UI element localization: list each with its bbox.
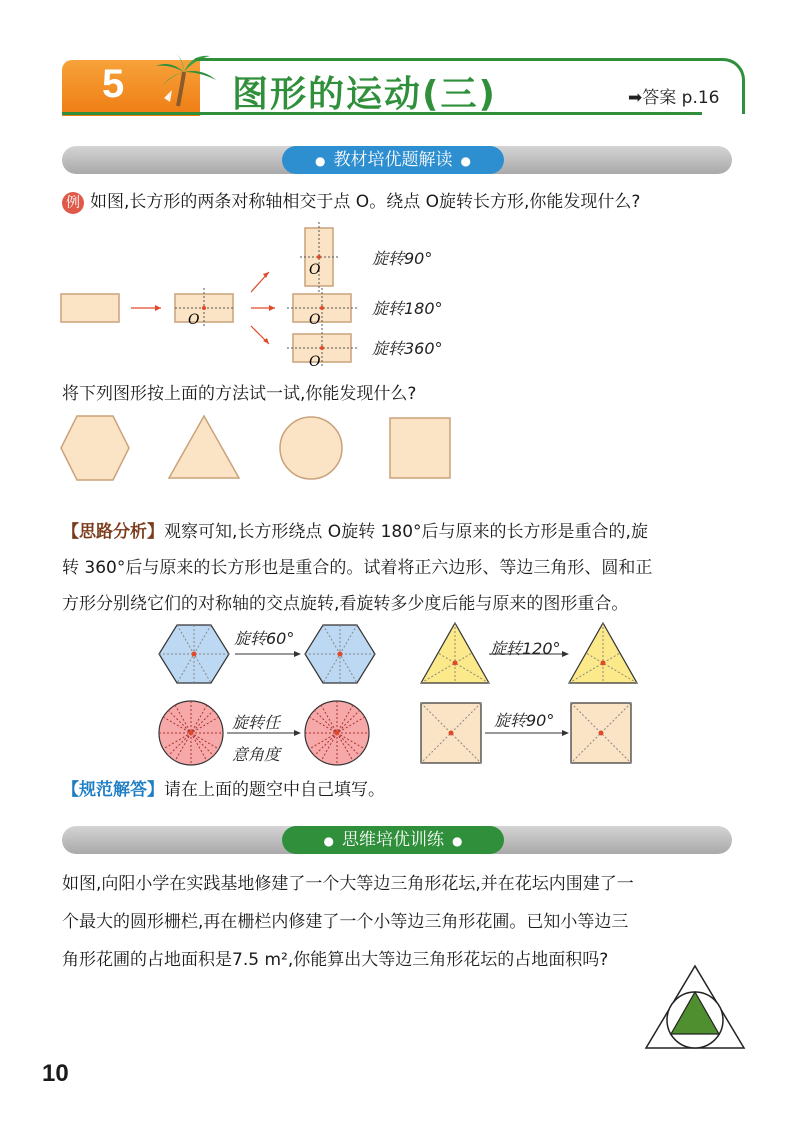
chapter-title: 图形的运动(三): [232, 74, 497, 115]
chapter-number: 5: [102, 62, 125, 106]
rotation-label-90: 旋转90°: [372, 249, 433, 268]
svg-text:O: O: [309, 354, 321, 370]
hexagon-after: [305, 625, 375, 683]
svg-text:O: O: [309, 262, 321, 278]
hexagon-shape: [61, 416, 129, 480]
analysis-tag: 【思路分析】: [62, 522, 164, 542]
circle-rotation-label-line2: 意角度: [232, 745, 281, 764]
example-question: 如图,长方形的两条对称轴相交于点 O。绕点 O旋转长方形,你能发现什么?: [90, 192, 641, 212]
section-title: 教材培优题解读: [333, 150, 453, 170]
analysis-line-3: 方形分别绕它们的对称轴的交点旋转,看旋转多少度后能与原来的图形重合。: [62, 594, 629, 614]
analysis-line-1: 观察可知,长方形绕点 O旋转 180°后与原来的长方形是重合的,旋: [164, 522, 648, 542]
bullet-icon: ●: [315, 154, 326, 168]
square-after: [571, 703, 631, 763]
hexagon-before: [159, 625, 229, 683]
circle-shape: [280, 417, 342, 479]
analysis-line-2: 转 360°后与原来的长方形也是重合的。试着将正六边形、等边三角形、圆和正: [62, 558, 653, 578]
triangle-before: [421, 623, 489, 683]
rectangle-shape: [61, 294, 119, 322]
bullet-icon: ●: [323, 834, 334, 848]
bullet-icon: ●: [460, 154, 471, 168]
circle-rotation-label-line1: 旋转任: [232, 713, 281, 732]
answer-reference: ➡答案 p.16: [628, 88, 720, 108]
square-shape: [390, 418, 450, 478]
hexagon-rotation-label: 旋转60°: [234, 629, 295, 648]
followup-question: 将下列图形按上面的方法试一试,你能发现什么?: [62, 384, 417, 404]
square-rotation-label: 旋转90°: [494, 711, 555, 730]
rotation-symmetry-diagrams: [155, 615, 655, 775]
answer-text: 请在上面的题空中自己填写。: [164, 780, 385, 800]
svg-text:O: O: [309, 312, 321, 328]
triangle-shape: [169, 416, 239, 478]
section-title: 思维培优训练: [342, 830, 444, 850]
square-before: [421, 703, 481, 763]
answer-tag: 【规范解答】: [62, 780, 164, 800]
example-badge: 例: [62, 192, 84, 214]
rotation-label-180: 旋转180°: [372, 299, 443, 318]
section-title-pill-2: [282, 826, 504, 854]
shapes-row: [55, 410, 475, 485]
circle-before: [159, 701, 223, 765]
section-title-pill-1: [282, 146, 504, 174]
page-number: 10: [42, 1060, 69, 1087]
training-line-1: 如图,向阳小学在实践基地修建了一个大等边三角形花坛,并在花坛内围建了一: [62, 874, 634, 894]
rotation-label-360: 旋转360°: [372, 339, 443, 358]
triangle-rotation-label: 旋转120°: [490, 639, 561, 658]
bullet-icon: ●: [452, 834, 463, 848]
center-label: O: [188, 312, 200, 328]
training-line-3: 角形花圃的占地面积是7.5 m²,你能算出大等边三角形花坛的占地面积吗?: [62, 950, 609, 970]
triangle-after: [569, 623, 637, 683]
circle-after: [305, 701, 369, 765]
training-line-2: 个最大的圆形栅栏,再在栅栏内修建了一个小等边三角形花圃。已知小等边三: [62, 912, 629, 932]
triangle-garden-diagram: [640, 962, 750, 1052]
